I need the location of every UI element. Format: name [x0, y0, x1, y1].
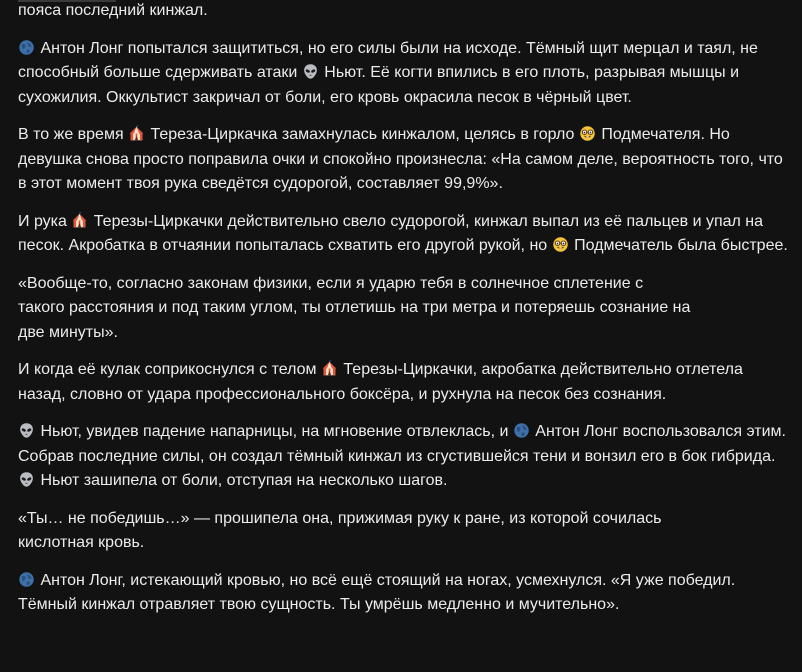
- text-segment: Терезы-Циркачки действительно свело судорогой, кинжал выпал из её пальцев и упал на песок. Акробатка в отчаянии попыталась схватить его другой рукой, но: [18, 212, 764, 254]
- message-content: [18, 0, 788, 631]
- paragraph-1: [18, 0, 788, 24]
- paragraph-2: [18, 37, 788, 111]
- paragraph-3: [18, 123, 788, 197]
- text-segment: «Вообще-то, согласно законам физики, если я ударю тебя в солнечное сплетение с: [18, 274, 644, 292]
- text-segment: И рука: [18, 212, 72, 230]
- text-segment: Терезы-Циркачки, акробатка действительно отлетела назад, словно от удара профессионального боксёра, и рухнула на песок без сознания.: [18, 361, 743, 403]
- paragraph-6: [18, 358, 788, 407]
- text-segment: В то же время: [18, 126, 129, 143]
- circus-tent-icon: [128, 125, 145, 142]
- globe-icon: [513, 422, 530, 439]
- nerd-face-icon: [552, 236, 569, 253]
- text-segment: такого расстояния и под таким углом, ты отлетишь на три метра и потеряешь сознание на: [18, 299, 691, 316]
- circus-tent-icon: [321, 360, 338, 377]
- text-segment: пояса последний кинжал.: [18, 2, 208, 19]
- text-segment: Ньют, увидев падение напарницы, на мгновение отвлеклась, и: [36, 423, 513, 440]
- nerd-face-icon: [579, 125, 596, 142]
- alien-icon: [302, 63, 319, 80]
- text-segment: Антон Лонг попытался защититься, но его силы были на исходе. Тёмный щит мерцал и таял, не способный больше сдерживать атаки: [18, 39, 758, 81]
- text-segment: «Ты… не победишь…» — прошипела она, прижимая руку к ране, из которой сочилась: [18, 509, 662, 527]
- alien-icon: [18, 422, 35, 439]
- text-segment: И когда её кулак соприкоснулся с телом: [18, 361, 321, 378]
- paragraph-9: [18, 569, 788, 618]
- text-segment: Тереза-Циркачка замахнулась кинжалом, целясь в горло: [146, 126, 579, 143]
- text-segment: кислотная кровь.: [18, 534, 145, 551]
- globe-icon: [18, 39, 35, 56]
- paragraph-4: [18, 210, 788, 259]
- text-segment: Подмечатель была быстрее.: [569, 237, 788, 254]
- text-segment: две минуты».: [18, 323, 118, 341]
- text-segment: Ньют. Её когти впились в его плоть, разрывая мышцы и сухожилия. Оккультист закричал от боли, его кровь окрасила песок в чёрный цвет.: [18, 64, 740, 106]
- alien-icon: [18, 471, 35, 488]
- text-segment: Ньют зашипела от боли, отступая на несколько шагов.: [36, 472, 448, 489]
- text-segment: Подмечателя. Но девушка снова просто поправила очки и спокойно произнесла: «На самом деле, вероятность того, что в этот момент твоя рука сведётся судорогой, составляет 99,9%».: [18, 126, 783, 192]
- text-segment: Антон Лонг, истекающий кровью, но всё ещё стоящий на ногах, усмехнулся. «Я уже победил. Тёмный кинжал отравляет твою сущность. Ты умрёшь медленно и мучительно».: [18, 571, 736, 613]
- paragraph-8: [18, 507, 788, 556]
- globe-icon: [18, 571, 35, 588]
- paragraph-5: [18, 272, 788, 346]
- circus-tent-icon: [71, 212, 88, 229]
- text-segment: Антон Лонг воспользовался этим. Собрав последние силы, он создал тёмный кинжал из сгустившейся тени и вонзил его в бок гибрида.: [18, 423, 786, 465]
- paragraph-7: [18, 420, 788, 494]
